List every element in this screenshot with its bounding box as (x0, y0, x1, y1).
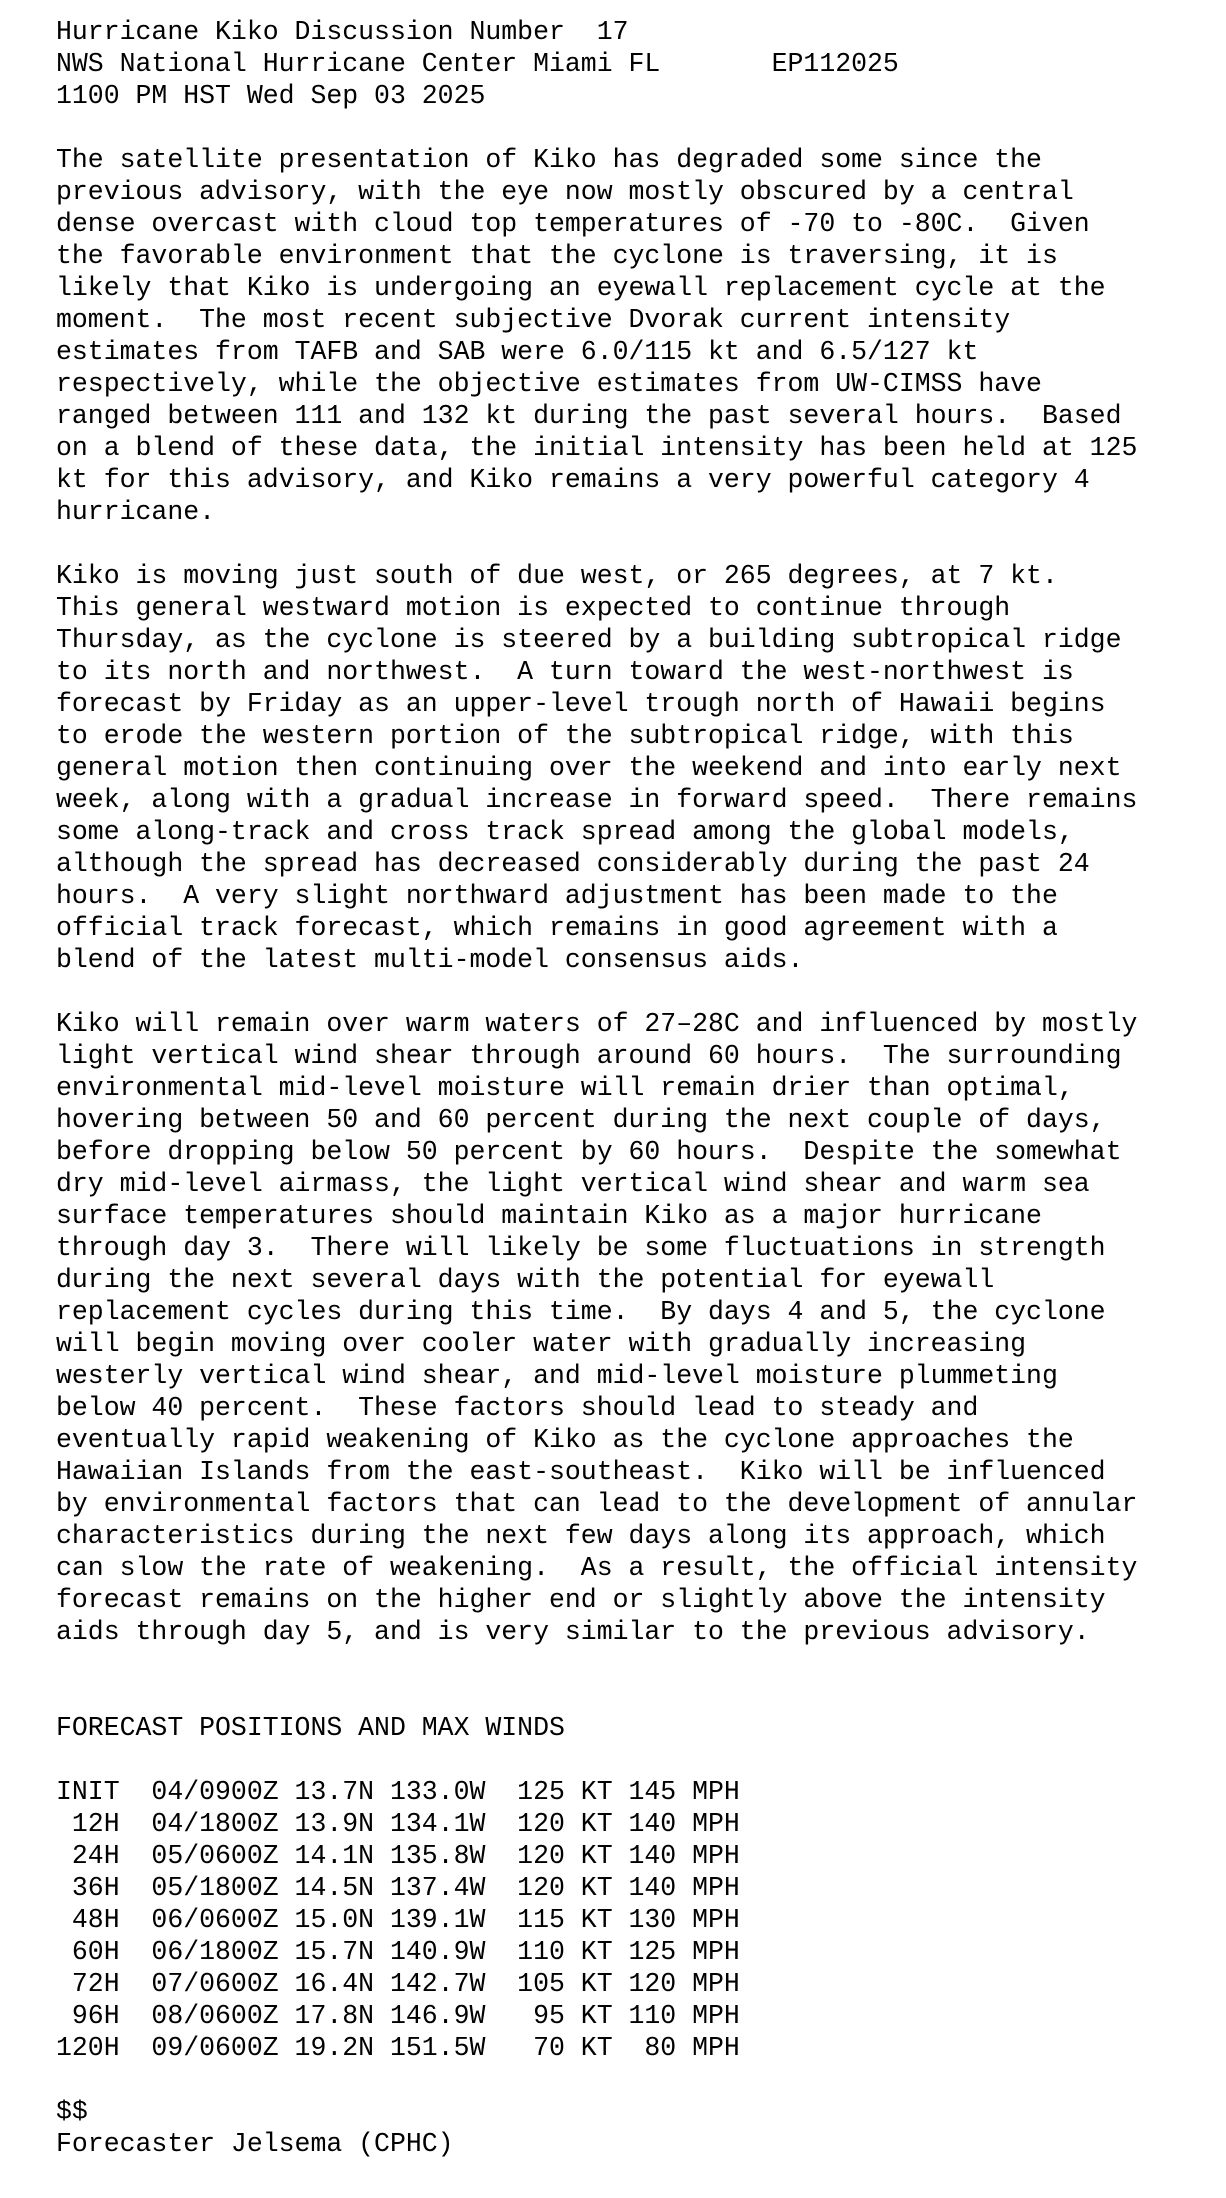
paragraph-line: Kiko is moving just south of due west, or 265 degrees, at 7 kt. (56, 561, 1058, 591)
paragraph-line: some along-track and cross track spread among the global models, (56, 817, 1074, 847)
paragraph-line: light vertical wind shear through around 60 hours. The surrounding (56, 1041, 1122, 1071)
forecast-row: INIT 04/0900Z 13.7N 133.0W 125 KT 145 MPH (56, 1777, 740, 1807)
forecast-row: 60H 06/1800Z 15.7N 140.9W 110 KT 125 MPH (56, 1937, 740, 1967)
forecast-row: 24H 05/0600Z 14.1N 135.8W 120 KT 140 MPH (56, 1841, 740, 1871)
paragraph-intensity (56, 144, 1216, 528)
paragraph-line: to erode the western portion of the subtropical ridge, with this (56, 721, 1074, 751)
paragraph-environment (56, 1008, 1216, 1648)
paragraph-line: will begin moving over cooler water with gradually increasing (56, 1329, 1027, 1359)
paragraph-line: during the next several days with the potential for eyewall (56, 1265, 995, 1295)
paragraph-line: The satellite presentation of Kiko has degraded some since the (56, 145, 1042, 175)
issuing-office: NWS National Hurricane Center Miami FL EP112025 (56, 49, 899, 79)
paragraph-line: This general westward motion is expected to continue through (56, 593, 1011, 623)
paragraph-line: surface temperatures should maintain Kiko as a major hurricane (56, 1201, 1042, 1231)
forecast-row: 72H 07/0600Z 16.4N 142.7W 105 KT 120 MPH (56, 1969, 740, 1999)
paragraph-line: by environmental factors that can lead to the development of annular (56, 1489, 1138, 1519)
issue-time: 1100 PM HST Wed Sep 03 2025 (56, 81, 486, 111)
blank-line (56, 2064, 1216, 2096)
forecast-title: FORECAST POSITIONS AND MAX WINDS (56, 1713, 565, 1743)
paragraph-line: through day 3. There will likely be some fluctuations in strength (56, 1233, 1106, 1263)
blank-line (56, 976, 1216, 1008)
paragraph-line: before dropping below 50 percent by 60 hours. Despite the somewhat (56, 1137, 1122, 1167)
paragraph-line: aids through day 5, and is very similar to the previous advisory. (56, 1617, 1090, 1647)
paragraph-line: characteristics during the next few days along its approach, which (56, 1521, 1106, 1551)
paragraph-line: the favorable environment that the cyclone is traversing, it is (56, 241, 1058, 271)
paragraph-line: hurricane. (56, 497, 216, 527)
paragraph-line: Thursday, as the cyclone is steered by a building subtropical ridge (56, 625, 1122, 655)
forecast-row: 48H 06/0600Z 15.0N 139.1W 115 KT 130 MPH (56, 1905, 740, 1935)
paragraph-line: below 40 percent. These factors should lead to steady and (56, 1393, 979, 1423)
discussion-document (56, 16, 1216, 2160)
blank-lines (56, 1648, 1216, 1712)
paragraph-line: moment. The most recent subjective Dvorak current intensity (56, 305, 1011, 335)
paragraph-line: eventually rapid weakening of Kiko as the cyclone approaches the (56, 1425, 1074, 1455)
forecast-section (56, 1712, 1216, 2064)
paragraph-line: estimates from TAFB and SAB were 6.0/115 kt and 6.5/127 kt (56, 337, 979, 367)
discussion-footer (56, 2096, 1216, 2160)
paragraph-line: respectively, while the objective estimates from UW-CIMSS have (56, 369, 1042, 399)
paragraph-line: kt for this advisory, and Kiko remains a very powerful category 4 (56, 465, 1090, 495)
discussion-title: Hurricane Kiko Discussion Number 17 (56, 17, 629, 47)
paragraph-line: to its north and northwest. A turn toward the west-northwest is (56, 657, 1074, 687)
paragraph-line: on a blend of these data, the initial intensity has been held at 125 (56, 433, 1138, 463)
paragraph-line: can slow the rate of weakening. As a result, the official intensity (56, 1553, 1138, 1583)
paragraph-line: dry mid-level airmass, the light vertical wind shear and warm sea (56, 1169, 1090, 1199)
product-terminator: $$ (56, 2097, 88, 2127)
paragraph-line: general motion then continuing over the weekend and into early next (56, 753, 1122, 783)
paragraph-line: week, along with a gradual increase in forward speed. There remains (56, 785, 1138, 815)
paragraph-line: official track forecast, which remains in good agreement with a (56, 913, 1058, 943)
paragraph-line: likely that Kiko is undergoing an eyewall replacement cycle at the (56, 273, 1106, 303)
paragraph-line: although the spread has decreased considerably during the past 24 (56, 849, 1090, 879)
paragraph-line: environmental mid-level moisture will remain drier than optimal, (56, 1073, 1074, 1103)
paragraph-line: westerly vertical wind shear, and mid-level moisture plummeting (56, 1361, 1058, 1391)
paragraph-line: dense overcast with cloud top temperatures of -70 to -80C. Given (56, 209, 1090, 239)
forecast-row: 96H 08/0600Z 17.8N 146.9W 95 KT 110 MPH (56, 2001, 740, 2031)
paragraph-line: Kiko will remain over warm waters of 27–28C and influenced by mostly (56, 1009, 1138, 1039)
blank-line (56, 1744, 1216, 1776)
paragraph-line: ranged between 111 and 132 kt during the past several hours. Based (56, 401, 1122, 431)
paragraph-track (56, 560, 1216, 976)
forecast-row: 12H 04/1800Z 13.9N 134.1W 120 KT 140 MPH (56, 1809, 740, 1839)
paragraph-line: Hawaiian Islands from the east-southeast. Kiko will be influenced (56, 1457, 1106, 1487)
discussion-header (56, 16, 1216, 112)
paragraph-line: hours. A very slight northward adjustment has been made to the (56, 881, 1058, 911)
paragraph-line: previous advisory, with the eye now mostly obscured by a central (56, 177, 1074, 207)
forecast-row: 36H 05/1800Z 14.5N 137.4W 120 KT 140 MPH (56, 1873, 740, 1903)
forecast-row: 120H 09/0600Z 19.2N 151.5W 70 KT 80 MPH (56, 2033, 740, 2063)
paragraph-line: blend of the latest multi-model consensus aids. (56, 945, 804, 975)
paragraph-line: replacement cycles during this time. By days 4 and 5, the cyclone (56, 1297, 1106, 1327)
blank-line (56, 112, 1216, 144)
forecaster-signature: Forecaster Jelsema (CPHC) (56, 2129, 454, 2159)
paragraph-line: hovering between 50 and 60 percent during the next couple of days, (56, 1105, 1106, 1135)
paragraph-line: forecast remains on the higher end or slightly above the intensity (56, 1585, 1106, 1615)
blank-line (56, 528, 1216, 560)
paragraph-line: forecast by Friday as an upper-level trough north of Hawaii begins (56, 689, 1106, 719)
